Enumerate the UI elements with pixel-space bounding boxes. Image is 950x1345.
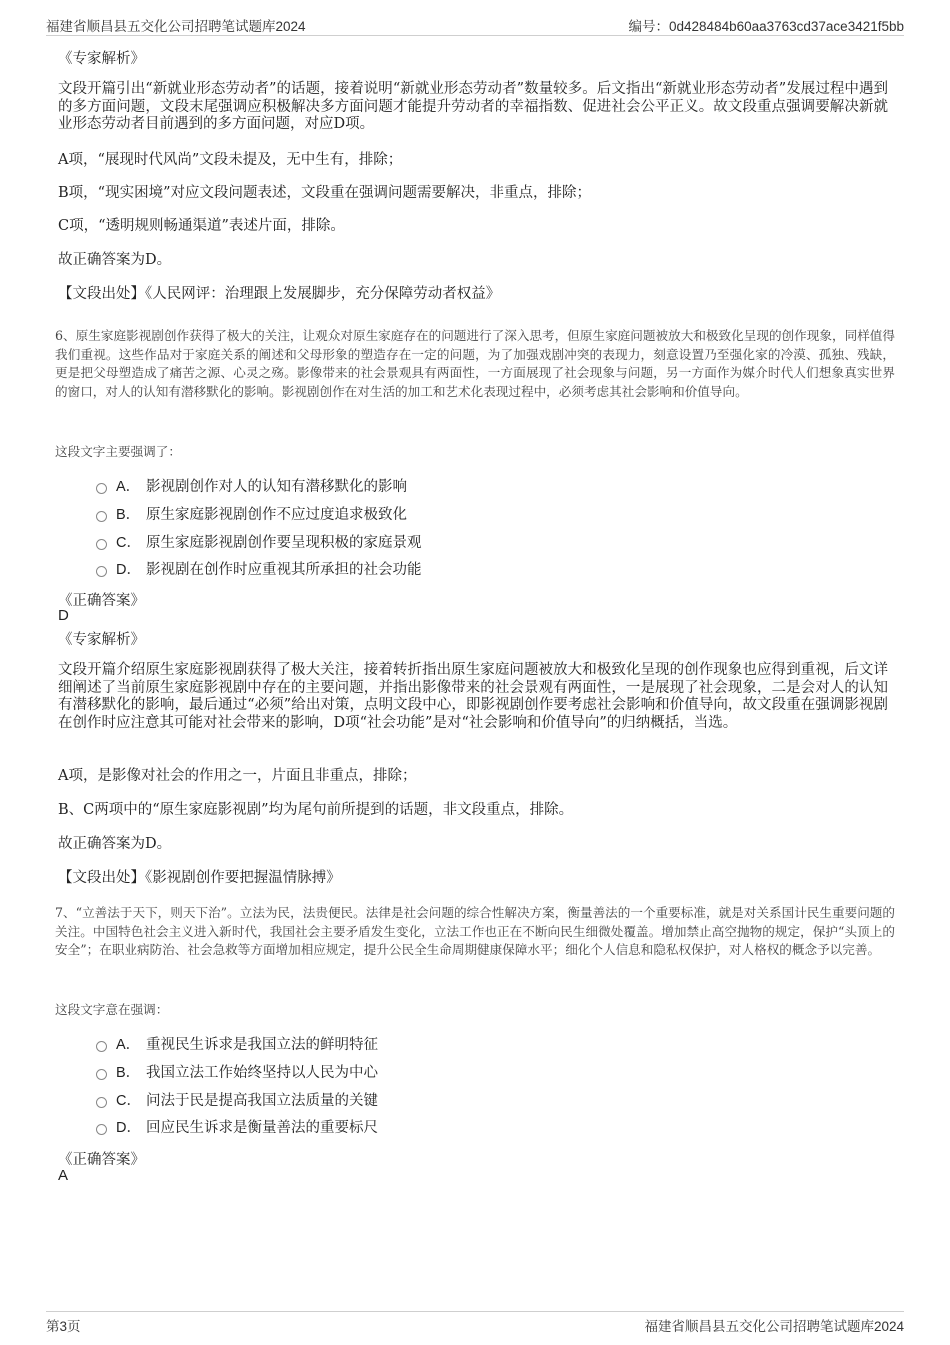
q7-option-a[interactable] — [96, 1032, 378, 1054]
q7-option-d[interactable] — [96, 1115, 378, 1137]
q6-answer-label: 《正确答案》 — [58, 593, 145, 609]
option-text: 影视剧创作对人的认知有潜移默化的影响 — [146, 478, 407, 495]
footer-page-number: 第3页 — [46, 1319, 81, 1334]
radio-icon[interactable] — [96, 1124, 107, 1135]
q5-point-a: A项，“展现时代风尚”文段未提及，无中生有，排除； — [58, 152, 403, 168]
option-text: 原生家庭影视剧创作要呈现积极的家庭景观 — [146, 534, 422, 551]
radio-icon[interactable] — [96, 566, 107, 577]
radio-icon[interactable] — [96, 483, 107, 494]
q5-point-c: C项，“透明规则畅通渠道”表述片面，排除。 — [58, 218, 345, 234]
option-text: 影视剧在创作时应重视其所承担的社会功能 — [146, 561, 422, 578]
q6-source: 【文段出处】《影视剧创作要把握温情脉搏》 — [58, 870, 341, 886]
option-text: 问法于民是提高我国立法质量的关键 — [146, 1092, 378, 1109]
q6-option-c[interactable] — [96, 530, 422, 552]
radio-icon[interactable] — [96, 1041, 107, 1052]
q6-analysis-label: 《专家解析》 — [58, 632, 145, 648]
radio-icon[interactable] — [96, 539, 107, 550]
q6-prompt: 这段文字主要强调了： — [55, 444, 181, 459]
q7-answer-label: 《正确答案》 — [58, 1152, 145, 1168]
radio-icon[interactable] — [96, 1097, 107, 1108]
q7-option-c[interactable] — [96, 1088, 378, 1110]
option-key: B． — [116, 506, 141, 523]
option-key: A． — [116, 478, 141, 495]
q7-option-b[interactable] — [96, 1060, 378, 1082]
option-key: C． — [116, 534, 141, 551]
page-footer — [46, 1311, 904, 1334]
option-text: 我国立法工作始终坚持以人民为中心 — [146, 1064, 378, 1081]
q6-conclusion: 故正确答案为D。 — [58, 836, 172, 852]
q5-analysis: 文段开篇引出“新就业形态劳动者”的话题，接着说明“新就业形态劳动者”数量较多。后文指出“新就业形态劳动者”发展过程中遇到的多方面问题，文段末尾强调应积极解决多方面问题才能提升劳动者的幸福指数、促进社会公平正义。故文段重点强调要解决新就业形态劳动者目前遇到的多方面问题，对应D项。 — [58, 81, 888, 132]
option-key: C． — [116, 1092, 141, 1109]
q5-point-b: B项，“现实困境”对应文段问题表述，文段重在强调问题需要解决，非重点，排除； — [58, 185, 591, 201]
q7-answer: A — [58, 1167, 69, 1184]
q7-prompt: 这段文字意在强调： — [55, 1002, 169, 1017]
option-key: D． — [116, 1119, 141, 1136]
q6-option-d[interactable] — [96, 557, 422, 579]
option-text: 回应民生诉求是衡量善法的重要标尺 — [146, 1119, 378, 1136]
option-key: D． — [116, 561, 141, 578]
q6-option-a[interactable] — [96, 474, 407, 496]
page-header — [46, 13, 904, 36]
q6-analysis: 文段开篇介绍原生家庭影视剧获得了极大关注，接着转折指出原生家庭问题被放大和极致化呈现的创作现象也应得到重视，后文详细阐述了当前原生家庭影视剧中存在的主要问题，并指出影像带来的社会景观有两面性，一是展现了社会现象，二是会对人的认知有潜移默化的影响，最后通过“必须”给出对策，点明文段中心，即影视剧创作要考虑社会影响和价值导向，故文段重在强调影视剧在创作时应注意其可能对社会带来的影响，D项“社会功能”是对“社会影响和价值导向”的归纳概括，当选。 — [58, 662, 888, 731]
header-code: 编号：0d428484b60aa3763cd37ace3421f5bb — [628, 19, 904, 34]
header-title: 福建省顺昌县五交化公司招聘笔试题库2024 — [46, 19, 306, 34]
q5-conclusion: 故正确答案为D。 — [58, 252, 172, 268]
q5-analysis-label: 《专家解析》 — [58, 51, 145, 67]
option-key: B． — [116, 1064, 141, 1081]
option-text: 原生家庭影视剧创作不应过度追求极致化 — [146, 506, 407, 523]
q6-option-b[interactable] — [96, 502, 407, 524]
option-text: 重视民生诉求是我国立法的鲜明特征 — [146, 1036, 378, 1053]
q7-stem: 7、“立善法于天下，则天下治”。立法为民，法贵便民。法律是社会问题的综合性解决方案，衡量善法的一个重要标准，就是对关系国计民生重要问题的关注。中国特色社会主义进入新时代，我国社会主要矛盾发生变化，立法工作也正在不断向民生细微处覆盖。增加禁止高空抛物的规定，保护“头顶上的安全”；在职业病防治、社会急救等方面增加相应规定，提升公民全生命周期健康保障水平；细化个人信息和隐私权保护，对人格权的概念予以完善。 — [55, 905, 895, 957]
footer-title: 福建省顺昌县五交化公司招聘笔试题库2024 — [644, 1319, 904, 1334]
q5-source: 【文段出处】《人民网评：治理跟上发展脚步，充分保障劳动者权益》 — [58, 286, 501, 302]
q6-answer: D — [58, 607, 69, 624]
q6-point-bc: B、C两项中的“原生家庭影视剧”均为尾句前所提到的话题，非文段重点，排除。 — [58, 802, 574, 818]
radio-icon[interactable] — [96, 511, 107, 522]
radio-icon[interactable] — [96, 1069, 107, 1080]
q6-point-a: A项，是影像对社会的作用之一，片面且非重点，排除； — [58, 768, 417, 784]
q6-stem: 6、原生家庭影视剧创作获得了极大的关注，让观众对原生家庭存在的问题进行了深入思考，但原生家庭问题被放大和极致化呈现的创作现象，同样值得我们重视。这些作品对于家庭关系的阐述和父母形象的塑造存在一定的问题，为了加强戏剧冲突的表现力，刻意设置乃至强化家的冷漠、孤独、残缺，更是把父母塑造成了痛苦之源、心灵之殇。影像带来的社会景观具有两面性，一方面展现了社会现象与问题，另一方面作为媒介时代人们想象真实世界的窗口，对人的认知有潜移默化的影响。影视剧创作在对生活的加工和艺术化表现过程中，必须考虑其社会影响和价值导向。 — [55, 328, 895, 399]
option-key: A． — [116, 1036, 141, 1053]
